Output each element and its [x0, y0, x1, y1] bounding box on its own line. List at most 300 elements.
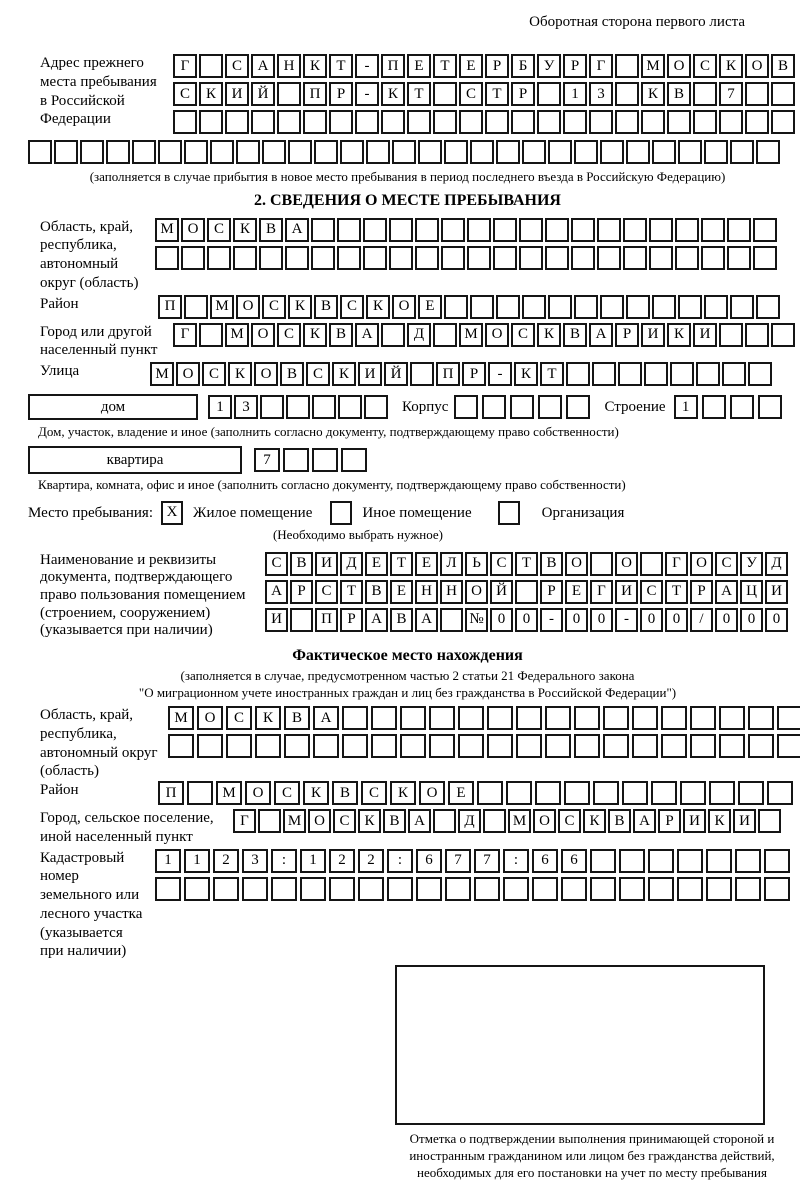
char-cell[interactable]: М	[641, 54, 665, 78]
char-cell[interactable]: Ь	[465, 552, 488, 576]
char-cell[interactable]	[597, 218, 621, 242]
char-cell[interactable]: К	[641, 82, 665, 106]
char-cell[interactable]: -	[355, 54, 379, 78]
char-cell[interactable]: О	[392, 295, 416, 319]
char-cell[interactable]: О	[533, 809, 556, 833]
char-cell[interactable]	[632, 706, 658, 730]
char-cell[interactable]: С	[490, 552, 513, 576]
char-cell[interactable]	[548, 140, 572, 164]
char-cell[interactable]	[516, 734, 542, 758]
char-cell[interactable]	[155, 877, 181, 901]
char-cell[interactable]	[168, 734, 194, 758]
char-cell[interactable]: Е	[418, 295, 442, 319]
char-cell[interactable]: П	[381, 54, 405, 78]
stay-type-checkbox-other-premises[interactable]	[330, 501, 352, 525]
char-cell[interactable]: 6	[561, 849, 587, 873]
char-cell[interactable]	[459, 110, 483, 134]
char-cell[interactable]	[574, 734, 600, 758]
char-cell[interactable]: О	[419, 781, 445, 805]
char-cell[interactable]	[236, 140, 260, 164]
char-cell[interactable]	[458, 706, 484, 730]
char-cell[interactable]	[277, 110, 301, 134]
char-cell[interactable]: 7	[445, 849, 471, 873]
char-cell[interactable]	[440, 608, 463, 632]
char-cell[interactable]	[753, 246, 777, 270]
char-cell[interactable]: О	[308, 809, 331, 833]
char-cell[interactable]	[271, 877, 297, 901]
char-cell[interactable]	[493, 218, 517, 242]
char-cell[interactable]: Г	[173, 54, 197, 78]
char-cell[interactable]: А	[313, 706, 339, 730]
char-cell[interactable]	[199, 323, 223, 347]
char-cell[interactable]	[458, 734, 484, 758]
char-cell[interactable]	[342, 706, 368, 730]
char-cell[interactable]: К	[514, 362, 538, 386]
char-cell[interactable]: П	[436, 362, 460, 386]
char-cell[interactable]: А	[365, 608, 388, 632]
char-cell[interactable]	[467, 246, 491, 270]
char-cell[interactable]	[735, 877, 761, 901]
char-cell[interactable]	[381, 323, 405, 347]
char-cell[interactable]	[363, 218, 387, 242]
char-cell[interactable]	[477, 781, 503, 805]
char-cell[interactable]	[566, 362, 590, 386]
char-cell[interactable]: Т	[433, 54, 457, 78]
char-cell[interactable]	[652, 295, 676, 319]
char-cell[interactable]	[226, 734, 252, 758]
char-cell[interactable]: М	[216, 781, 242, 805]
char-cell[interactable]: Е	[390, 580, 413, 604]
char-cell[interactable]: С	[274, 781, 300, 805]
char-cell[interactable]: Е	[415, 552, 438, 576]
char-cell[interactable]	[184, 877, 210, 901]
char-cell[interactable]: 3	[589, 82, 613, 106]
char-cell[interactable]	[641, 110, 665, 134]
char-cell[interactable]	[387, 877, 413, 901]
char-cell[interactable]	[470, 295, 494, 319]
char-cell[interactable]	[719, 323, 743, 347]
char-cell[interactable]: С	[315, 580, 338, 604]
char-cell[interactable]	[730, 395, 754, 419]
char-cell[interactable]	[756, 140, 780, 164]
char-cell[interactable]: И	[733, 809, 756, 833]
char-cell[interactable]	[415, 218, 439, 242]
char-cell[interactable]: Л	[440, 552, 463, 576]
char-cell[interactable]	[522, 295, 546, 319]
char-cell[interactable]: К	[667, 323, 691, 347]
char-cell[interactable]	[690, 734, 716, 758]
char-cell[interactable]	[667, 110, 691, 134]
char-cell[interactable]: 3	[234, 395, 258, 419]
char-cell[interactable]: К	[303, 781, 329, 805]
char-cell[interactable]	[590, 552, 613, 576]
char-cell[interactable]	[503, 877, 529, 901]
char-cell[interactable]	[574, 295, 598, 319]
char-cell[interactable]: -	[355, 82, 379, 106]
char-cell[interactable]	[510, 395, 534, 419]
char-cell[interactable]	[329, 110, 353, 134]
char-cell[interactable]: О	[690, 552, 713, 576]
char-cell[interactable]	[482, 395, 506, 419]
char-cell[interactable]	[626, 140, 650, 164]
char-cell[interactable]: Р	[329, 82, 353, 106]
char-cell[interactable]	[496, 140, 520, 164]
char-cell[interactable]	[371, 706, 397, 730]
char-cell[interactable]	[285, 246, 309, 270]
char-cell[interactable]: И	[683, 809, 706, 833]
char-cell[interactable]	[364, 395, 388, 419]
char-cell[interactable]: В	[365, 580, 388, 604]
char-cell[interactable]	[764, 849, 790, 873]
char-cell[interactable]: М	[168, 706, 194, 730]
char-cell[interactable]: И	[693, 323, 717, 347]
char-cell[interactable]: А	[715, 580, 738, 604]
char-cell[interactable]	[678, 295, 702, 319]
char-cell[interactable]	[225, 110, 249, 134]
char-cell[interactable]	[341, 448, 367, 472]
char-cell[interactable]	[337, 218, 361, 242]
char-cell[interactable]	[722, 362, 746, 386]
char-cell[interactable]	[516, 706, 542, 730]
char-cell[interactable]	[474, 877, 500, 901]
char-cell[interactable]: Р	[615, 323, 639, 347]
char-cell[interactable]: Е	[448, 781, 474, 805]
char-cell[interactable]: К	[332, 362, 356, 386]
char-cell[interactable]	[619, 849, 645, 873]
char-cell[interactable]: Т	[485, 82, 509, 106]
char-cell[interactable]	[545, 246, 569, 270]
char-cell[interactable]	[415, 246, 439, 270]
char-cell[interactable]: Р	[658, 809, 681, 833]
char-cell[interactable]	[337, 246, 361, 270]
char-cell[interactable]: К	[708, 809, 731, 833]
char-cell[interactable]: 7	[474, 849, 500, 873]
char-cell[interactable]: В	[383, 809, 406, 833]
char-cell[interactable]	[444, 140, 468, 164]
char-cell[interactable]	[338, 395, 362, 419]
char-cell[interactable]: С	[265, 552, 288, 576]
char-cell[interactable]	[506, 781, 532, 805]
char-cell[interactable]	[132, 140, 156, 164]
char-cell[interactable]	[651, 781, 677, 805]
char-cell[interactable]	[615, 54, 639, 78]
char-cell[interactable]	[603, 706, 629, 730]
char-cell[interactable]: К	[366, 295, 390, 319]
char-cell[interactable]	[355, 110, 379, 134]
char-cell[interactable]: Т	[515, 552, 538, 576]
char-cell[interactable]: В	[563, 323, 587, 347]
char-cell[interactable]	[487, 734, 513, 758]
char-cell[interactable]: И	[225, 82, 249, 106]
char-cell[interactable]: О	[667, 54, 691, 78]
char-cell[interactable]: А	[285, 218, 309, 242]
char-cell[interactable]	[288, 140, 312, 164]
char-cell[interactable]: А	[251, 54, 275, 78]
char-cell[interactable]: Б	[511, 54, 535, 78]
char-cell[interactable]: С	[306, 362, 330, 386]
char-cell[interactable]	[251, 110, 275, 134]
char-cell[interactable]	[696, 362, 720, 386]
char-cell[interactable]	[371, 734, 397, 758]
char-cell[interactable]: Й	[490, 580, 513, 604]
char-cell[interactable]	[727, 246, 751, 270]
char-cell[interactable]	[483, 809, 506, 833]
char-cell[interactable]: 7	[254, 448, 280, 472]
char-cell[interactable]	[519, 246, 543, 270]
char-cell[interactable]: О	[251, 323, 275, 347]
char-cell[interactable]: В	[390, 608, 413, 632]
char-cell[interactable]	[314, 140, 338, 164]
char-cell[interactable]: Н	[440, 580, 463, 604]
char-cell[interactable]	[300, 877, 326, 901]
char-cell[interactable]	[366, 140, 390, 164]
char-cell[interactable]	[184, 140, 208, 164]
char-cell[interactable]	[748, 734, 774, 758]
char-cell[interactable]	[738, 781, 764, 805]
char-cell[interactable]: О	[465, 580, 488, 604]
char-cell[interactable]: В	[332, 781, 358, 805]
char-cell[interactable]	[771, 323, 795, 347]
char-cell[interactable]: К	[255, 706, 281, 730]
char-cell[interactable]	[545, 734, 571, 758]
char-cell[interactable]: В	[771, 54, 795, 78]
char-cell[interactable]: О	[615, 552, 638, 576]
char-cell[interactable]: Д	[407, 323, 431, 347]
char-cell[interactable]	[522, 140, 546, 164]
char-cell[interactable]	[407, 110, 431, 134]
char-cell[interactable]: И	[641, 323, 665, 347]
char-cell[interactable]: К	[719, 54, 743, 78]
char-cell[interactable]	[545, 218, 569, 242]
char-cell[interactable]	[640, 552, 663, 576]
char-cell[interactable]: Е	[407, 54, 431, 78]
char-cell[interactable]	[566, 395, 590, 419]
char-cell[interactable]: С	[333, 809, 356, 833]
char-cell[interactable]: 0	[565, 608, 588, 632]
char-cell[interactable]: К	[381, 82, 405, 106]
char-cell[interactable]	[511, 110, 535, 134]
char-cell[interactable]: Р	[485, 54, 509, 78]
char-cell[interactable]	[675, 218, 699, 242]
char-cell[interactable]: С	[558, 809, 581, 833]
char-cell[interactable]: М	[283, 809, 306, 833]
char-cell[interactable]	[381, 110, 405, 134]
char-cell[interactable]: С	[459, 82, 483, 106]
char-cell[interactable]	[706, 849, 732, 873]
char-cell[interactable]: М	[210, 295, 234, 319]
char-cell[interactable]	[515, 580, 538, 604]
char-cell[interactable]	[600, 295, 624, 319]
char-cell[interactable]: В	[314, 295, 338, 319]
char-cell[interactable]: Е	[365, 552, 388, 576]
char-cell[interactable]	[467, 218, 491, 242]
char-cell[interactable]	[648, 849, 674, 873]
char-cell[interactable]: П	[315, 608, 338, 632]
char-cell[interactable]	[197, 734, 223, 758]
char-cell[interactable]	[677, 849, 703, 873]
char-cell[interactable]: Г	[173, 323, 197, 347]
char-cell[interactable]: 0	[490, 608, 513, 632]
char-cell[interactable]: О	[745, 54, 769, 78]
char-cell[interactable]: И	[765, 580, 788, 604]
char-cell[interactable]: П	[158, 781, 184, 805]
char-cell[interactable]	[28, 140, 52, 164]
char-cell[interactable]	[54, 140, 78, 164]
char-cell[interactable]	[485, 110, 509, 134]
char-cell[interactable]	[199, 54, 223, 78]
char-cell[interactable]	[678, 140, 702, 164]
char-cell[interactable]: С	[202, 362, 226, 386]
char-cell[interactable]: О	[176, 362, 200, 386]
char-cell[interactable]: Д	[765, 552, 788, 576]
char-cell[interactable]	[748, 706, 774, 730]
char-cell[interactable]: И	[615, 580, 638, 604]
char-cell[interactable]	[727, 218, 751, 242]
stay-type-checkbox-residential[interactable]: X	[161, 501, 183, 525]
char-cell[interactable]	[313, 734, 339, 758]
char-cell[interactable]	[771, 110, 795, 134]
char-cell[interactable]: У	[537, 54, 561, 78]
char-cell[interactable]	[429, 734, 455, 758]
char-cell[interactable]	[199, 110, 223, 134]
char-cell[interactable]: :	[271, 849, 297, 873]
char-cell[interactable]	[255, 734, 281, 758]
char-cell[interactable]	[619, 877, 645, 901]
char-cell[interactable]	[670, 362, 694, 386]
char-cell[interactable]	[748, 362, 772, 386]
char-cell[interactable]	[661, 706, 687, 730]
char-cell[interactable]	[207, 246, 231, 270]
char-cell[interactable]: /	[690, 608, 713, 632]
char-cell[interactable]	[719, 706, 745, 730]
char-cell[interactable]: В	[329, 323, 353, 347]
char-cell[interactable]: Е	[459, 54, 483, 78]
char-cell[interactable]: С	[173, 82, 197, 106]
char-cell[interactable]: Р	[690, 580, 713, 604]
char-cell[interactable]: П	[303, 82, 327, 106]
char-cell[interactable]: 1	[208, 395, 232, 419]
char-cell[interactable]: С	[693, 54, 717, 78]
char-cell[interactable]	[622, 781, 648, 805]
char-cell[interactable]: О	[565, 552, 588, 576]
char-cell[interactable]: №	[465, 608, 488, 632]
char-cell[interactable]: В	[667, 82, 691, 106]
char-cell[interactable]	[571, 246, 595, 270]
char-cell[interactable]: К	[583, 809, 606, 833]
char-cell[interactable]	[342, 734, 368, 758]
char-cell[interactable]	[623, 218, 647, 242]
char-cell[interactable]: Р	[290, 580, 313, 604]
char-cell[interactable]	[730, 140, 754, 164]
char-cell[interactable]: 1	[155, 849, 181, 873]
char-cell[interactable]: М	[508, 809, 531, 833]
char-cell[interactable]	[416, 877, 442, 901]
char-cell[interactable]: К	[233, 218, 257, 242]
char-cell[interactable]	[284, 734, 310, 758]
char-cell[interactable]: 1	[563, 82, 587, 106]
char-cell[interactable]: К	[390, 781, 416, 805]
char-cell[interactable]	[311, 218, 335, 242]
char-cell[interactable]: С	[715, 552, 738, 576]
char-cell[interactable]	[693, 82, 717, 106]
char-cell[interactable]: Т	[407, 82, 431, 106]
char-cell[interactable]	[400, 734, 426, 758]
char-cell[interactable]	[454, 395, 478, 419]
char-cell[interactable]	[701, 246, 725, 270]
char-cell[interactable]	[290, 608, 313, 632]
char-cell[interactable]: Н	[415, 580, 438, 604]
char-cell[interactable]	[719, 734, 745, 758]
stay-type-checkbox-organization[interactable]	[498, 501, 520, 525]
char-cell[interactable]	[173, 110, 197, 134]
char-cell[interactable]	[487, 706, 513, 730]
char-cell[interactable]: Ц	[740, 580, 763, 604]
char-cell[interactable]: К	[537, 323, 561, 347]
char-cell[interactable]	[719, 110, 743, 134]
char-cell[interactable]: 0	[765, 608, 788, 632]
char-cell[interactable]	[753, 218, 777, 242]
char-cell[interactable]: 1	[300, 849, 326, 873]
char-cell[interactable]: К	[303, 54, 327, 78]
char-cell[interactable]: В	[259, 218, 283, 242]
char-cell[interactable]	[771, 82, 795, 106]
char-cell[interactable]	[535, 781, 561, 805]
char-cell[interactable]	[704, 295, 728, 319]
char-cell[interactable]	[632, 734, 658, 758]
char-cell[interactable]	[704, 140, 728, 164]
char-cell[interactable]: С	[511, 323, 535, 347]
char-cell[interactable]: 1	[674, 395, 698, 419]
char-cell[interactable]: С	[340, 295, 364, 319]
char-cell[interactable]	[675, 246, 699, 270]
char-cell[interactable]	[433, 82, 457, 106]
char-cell[interactable]: 2	[358, 849, 384, 873]
char-cell[interactable]: Р	[563, 54, 587, 78]
char-cell[interactable]	[677, 877, 703, 901]
char-cell[interactable]	[615, 82, 639, 106]
char-cell[interactable]	[312, 448, 338, 472]
char-cell[interactable]: -	[488, 362, 512, 386]
char-cell[interactable]: Г	[589, 54, 613, 78]
char-cell[interactable]	[709, 781, 735, 805]
char-cell[interactable]	[262, 140, 286, 164]
char-cell[interactable]	[418, 140, 442, 164]
char-cell[interactable]: 1	[184, 849, 210, 873]
char-cell[interactable]: Р	[540, 580, 563, 604]
char-cell[interactable]	[433, 323, 457, 347]
char-cell[interactable]: 3	[242, 849, 268, 873]
char-cell[interactable]	[735, 849, 761, 873]
char-cell[interactable]: О	[254, 362, 278, 386]
char-cell[interactable]: С	[262, 295, 286, 319]
char-cell[interactable]	[470, 140, 494, 164]
char-cell[interactable]	[537, 82, 561, 106]
char-cell[interactable]	[496, 295, 520, 319]
char-cell[interactable]: 6	[416, 849, 442, 873]
char-cell[interactable]: Т	[390, 552, 413, 576]
char-cell[interactable]	[764, 877, 790, 901]
char-cell[interactable]: У	[740, 552, 763, 576]
char-cell[interactable]	[389, 218, 413, 242]
char-cell[interactable]	[392, 140, 416, 164]
char-cell[interactable]	[445, 877, 471, 901]
char-cell[interactable]: А	[589, 323, 613, 347]
char-cell[interactable]	[661, 734, 687, 758]
char-cell[interactable]	[756, 295, 780, 319]
char-cell[interactable]: Й	[384, 362, 408, 386]
char-cell[interactable]: 6	[532, 849, 558, 873]
char-cell[interactable]	[433, 809, 456, 833]
